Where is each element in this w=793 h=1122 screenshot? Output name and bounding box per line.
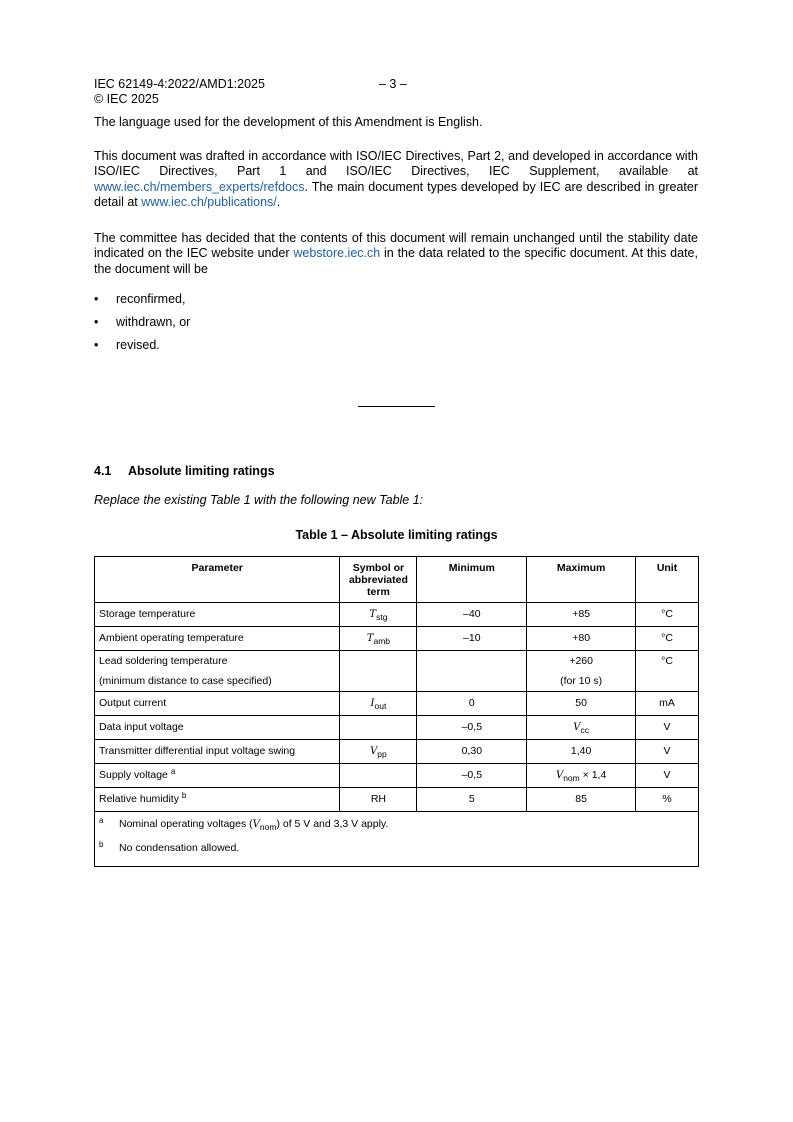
bullet-icon: • (94, 292, 99, 306)
cell-symbol: $V_{pp}$ (340, 740, 417, 764)
table-row (95, 627, 699, 651)
list-item: • revised. (94, 338, 160, 352)
cell-symbol: $T_{amb}$ (340, 627, 417, 651)
cell-maximum: +85 (527, 603, 636, 627)
cell-parameter: Transmitter differential input voltage swing (95, 740, 340, 764)
table-row (95, 651, 699, 692)
table-row (95, 603, 699, 627)
cell-unit: °C (636, 603, 699, 627)
language-paragraph: The language used for the development of this Amendment is English. (94, 115, 483, 129)
outcome-list (94, 292, 190, 361)
cell-symbol (340, 716, 417, 740)
cell-symbol: $I_{out}$ (340, 692, 417, 716)
cell-parameter: Data input voltage (95, 716, 340, 740)
cell-symbol: RH (340, 788, 417, 812)
table-footnotes-row (95, 812, 699, 867)
cell-maximum: 50 (527, 692, 636, 716)
cell-minimum: –0,5 (417, 716, 527, 740)
section-title: Absolute limiting ratings (128, 464, 275, 478)
footnote-a: a Nominal operating voltages $(V_{nom})$ of 5 V and 3,3 V apply. (99, 816, 389, 832)
list-item: • reconfirmed, (94, 292, 186, 306)
footnote-mark: a (99, 816, 104, 825)
amendment-instruction: Replace the existing Table 1 with the following new Table 1: (94, 493, 424, 507)
cell-parameter: Relative humidity $^b$ (95, 788, 340, 812)
header-maximum: Maximum (527, 557, 636, 603)
table-row (95, 788, 699, 812)
cell-unit: V (636, 740, 699, 764)
cell-unit: V (636, 764, 699, 788)
cell-maximum: 85 (527, 788, 636, 812)
cell-parameter: Storage temperature (95, 603, 340, 627)
table-title: Table 1 – Absolute limiting ratings (295, 528, 498, 542)
cell-minimum: 0 (417, 692, 527, 716)
cell-parameter: Output current (95, 692, 340, 716)
header-unit: Unit (636, 557, 699, 603)
header-symbol: Symbol or abbreviated term (340, 557, 417, 603)
cell-unit: °C (636, 651, 699, 692)
table-footnotes (95, 812, 699, 867)
cell-maximum: +80 (527, 627, 636, 651)
document-reference: IEC 62149-4:2022/AMD1:2025 (94, 77, 265, 91)
footnote-mark: b (99, 840, 104, 849)
section-number: 4.1 (94, 464, 112, 478)
table-row (95, 764, 699, 788)
list-item: • withdrawn, or (94, 315, 191, 329)
footnote-ref: a (170, 767, 176, 776)
cell-maximum: +260 (for 10 s) (527, 651, 636, 692)
cell-unit: mA (636, 692, 699, 716)
cell-minimum: 5 (417, 788, 527, 812)
footnote-b: b No condensation allowed. (99, 840, 240, 854)
footnote-ref: b (181, 791, 187, 800)
cell-unit: °C (636, 627, 699, 651)
cell-parameter: Lead soldering temperature (minimum distance to case specified) (95, 651, 340, 692)
table-row (95, 740, 699, 764)
cell-maximum: 1,40 (527, 740, 636, 764)
bullet-icon: • (94, 338, 99, 352)
header-minimum: Minimum (417, 557, 527, 603)
table-row (95, 716, 699, 740)
cell-minimum: –10 (417, 627, 527, 651)
stability-paragraph: The committee has decided that the contents of this document will remain unchanged until the stability date indicated on the IEC website under webstore.iec.ch in the data related to the specific document. At this date, the document will be (94, 231, 698, 276)
bullet-icon: • (94, 315, 99, 329)
cell-maximum: $V_{nom} \times 1,4$ (527, 764, 636, 788)
cell-symbol: $T_{stg}$ (340, 603, 417, 627)
cell-unit: V (636, 716, 699, 740)
copyright-notice: © IEC 2025 (94, 92, 159, 106)
webstore-link[interactable]: webstore.iec.ch (293, 246, 381, 261)
cell-minimum: –40 (417, 603, 527, 627)
page-number: – 3 – (379, 77, 407, 91)
refdocs-link[interactable]: www.iec.ch/members_experts/refdocs (94, 179, 305, 194)
cell-symbol (340, 764, 417, 788)
table-header-row (95, 557, 699, 603)
ratings-table (94, 556, 699, 867)
cell-unit: % (636, 788, 699, 812)
cell-minimum (417, 651, 527, 692)
separator-line (358, 406, 435, 407)
cell-maximum: $V_{cc}$ (527, 716, 636, 740)
drafting-paragraph: This document was drafted in accordance with ISO/IEC Directives, Part 2, and developed in accordance with ISO/IEC Directives, Part 1 and ISO/IEC Directives, IEC Supplement, available at www.iec.ch/members_experts/refdocs. The main document types developed by IEC are described in greater detail at www.iec.ch/publications/. (94, 149, 698, 210)
table-row (95, 692, 699, 716)
publications-link[interactable]: www.iec.ch/publications/ (141, 195, 277, 210)
section-heading (94, 464, 275, 478)
cell-minimum: –0,5 (417, 764, 527, 788)
cell-minimum: 0,30 (417, 740, 527, 764)
cell-symbol (340, 651, 417, 692)
cell-parameter: Supply voltage $^a$ (95, 764, 340, 788)
cell-parameter: Ambient operating temperature (95, 627, 340, 651)
header-parameter: Parameter (95, 557, 340, 603)
